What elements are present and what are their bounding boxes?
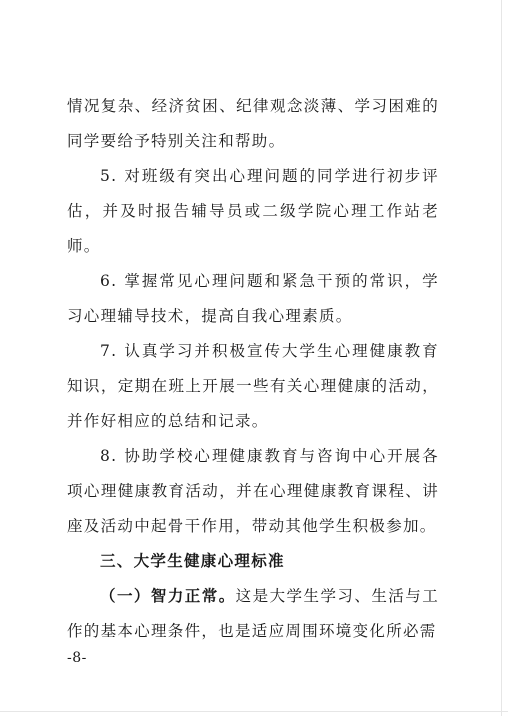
paragraph-item-6: 6. 掌握常见心理问题和紧急干预的常识，学习心理辅导技术，提高自我心理素质。 — [67, 272, 439, 325]
paragraph-item-7: 7. 认真学习并积极宣传大学生心理健康教育知识，定期在班上开展一些有关心理健康的活动，并作好相应的总结和记录。 — [67, 342, 439, 430]
page-number: -8- — [67, 650, 87, 666]
page-body — [67, 89, 439, 649]
page-edge-right — [501, 0, 502, 716]
standard-1-title: （一）智力正常。 — [100, 587, 236, 605]
paragraph-item-8: 8. 协助学校心理健康教育与咨询中心开展各项心理健康教育活动，并在心理健康教育课程、讲座及活动中起骨干作用，带动其他学生积极参加。 — [67, 447, 439, 535]
standard-1-text: 这是大学生学习、生活与工作的基本心理条件，也是适应周围环境变化所必需 — [67, 587, 440, 640]
paragraph-standard-1 — [67, 579, 439, 649]
section-heading: 三、大学生健康心理标准 — [100, 552, 285, 570]
paragraph-continuation: 情况复杂、经济贫困、纪律观念淡薄、学习困难的同学要给予特别关注和帮助。 — [67, 97, 439, 150]
page-edge-bottom — [0, 711, 508, 712]
paragraph-item-5: 5. 对班级有突出心理问题的同学进行初步评估，并及时报告辅导员或二级学院心理工作站老师。 — [67, 167, 439, 255]
